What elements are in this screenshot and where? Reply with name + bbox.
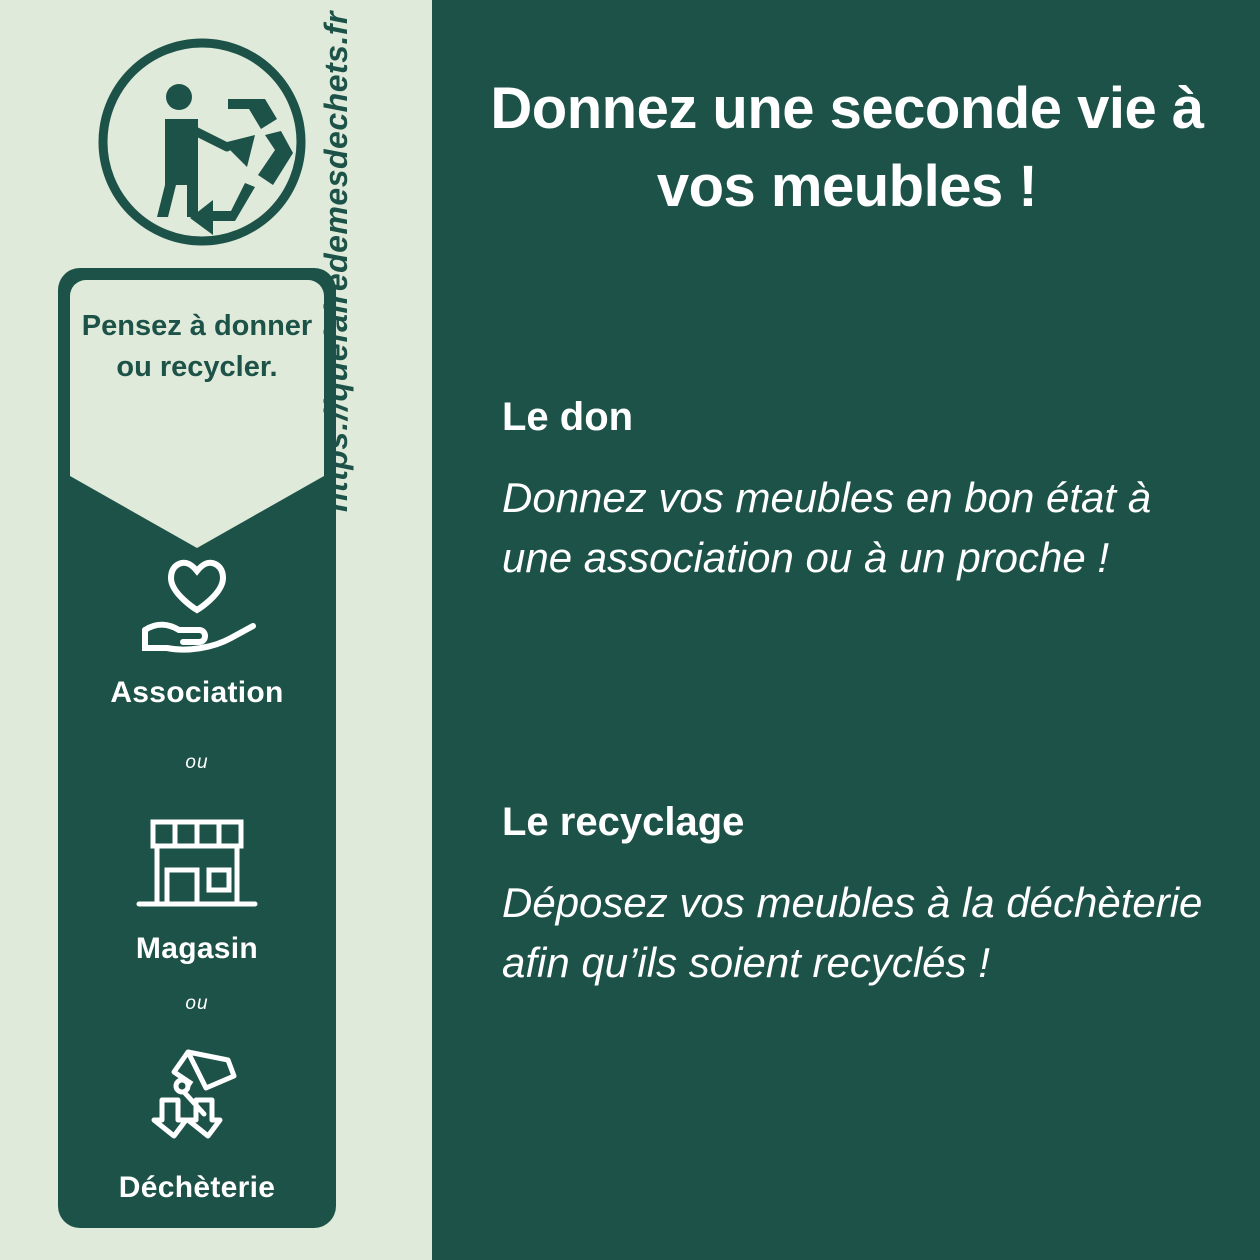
step-label-decheterie: Déchèterie xyxy=(118,1171,276,1204)
page-title: Donnez une seconde vie à vos meubles ! xyxy=(490,76,1204,220)
step-label-association: Association xyxy=(110,676,284,709)
callout-tab-point xyxy=(70,476,324,548)
separator-ou-1: ou xyxy=(185,752,209,773)
hand-heart-icon xyxy=(127,552,267,662)
section-title-don: Le don xyxy=(502,395,634,439)
step-label-magasin: Magasin xyxy=(135,932,259,965)
step-magasin xyxy=(58,808,336,966)
section-le-don xyxy=(502,395,1222,587)
section-title-recyclage: Le recyclage xyxy=(502,800,745,844)
callout-text: Pensez à donner ou recycler. xyxy=(81,310,313,384)
website-url[interactable]: https://quefairedemesdechets.fr xyxy=(318,11,354,512)
separator-ou-2: ou xyxy=(185,993,209,1014)
right-content-panel xyxy=(432,0,1260,1260)
section-body-recyclage: Déposez vos meubles à la déchèterie afin qu’ils soient recyclés ! xyxy=(502,879,1203,986)
step-association xyxy=(58,552,336,710)
step-decheterie xyxy=(58,1042,336,1205)
section-le-recyclage xyxy=(502,800,1222,992)
waste-drop-off-icon xyxy=(122,1042,272,1157)
recycling-person-icon xyxy=(95,35,310,250)
section-body-don: Donnez vos meubles en bon état à une association ou à un proche ! xyxy=(502,474,1152,581)
shop-front-icon xyxy=(117,808,277,918)
